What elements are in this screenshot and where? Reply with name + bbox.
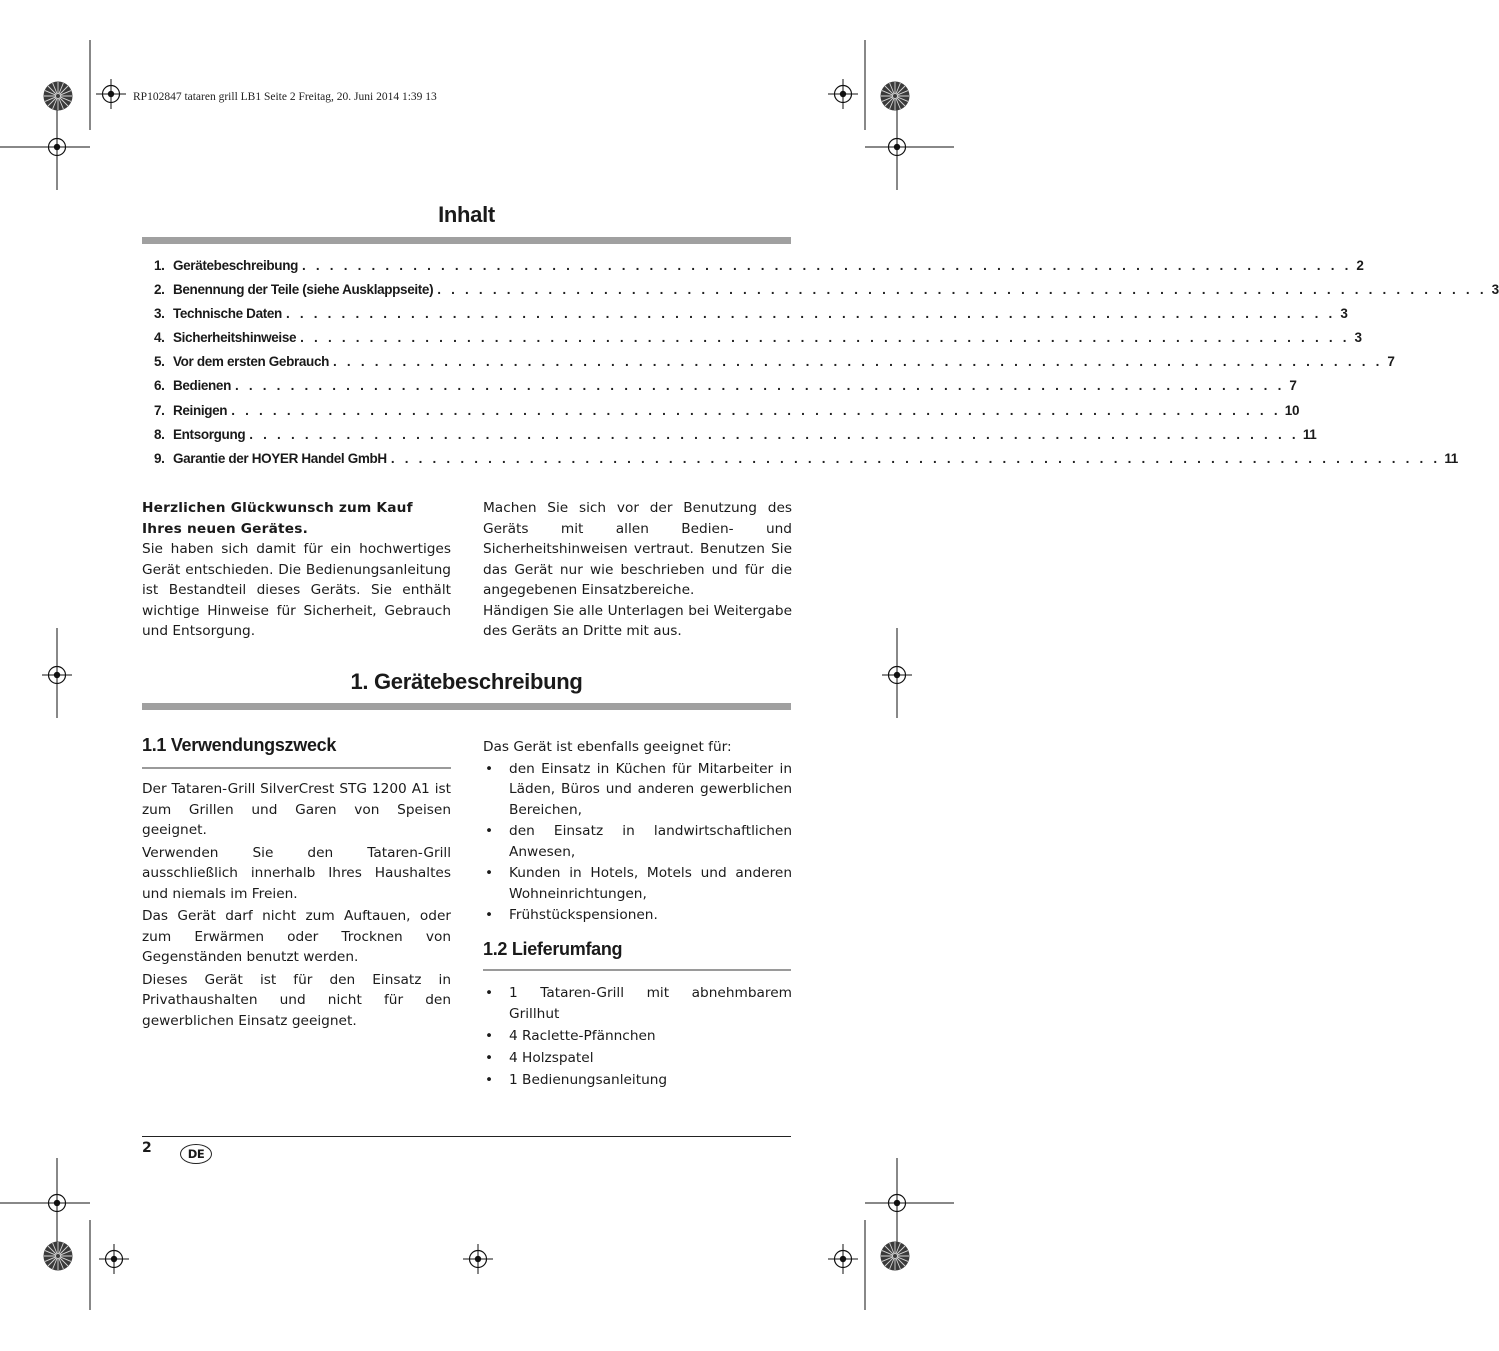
toc-leader-dots: . . . . . . . . . . . . . . . . . . . . . . . . . . . . . . . . . . . . . . . . . . . . . . . . . . . . . . . . . . . . . . . . . . . . . . . . . . . . (231, 402, 1281, 418)
list-item-text: 1 Tataren-Grill mit abnehmbarem Grillhut (509, 985, 792, 1022)
list-item-text: den Einsatz in Küchen für Mitarbeiter in Läden, Büros und anderen gewerblichen Bereichen, (509, 760, 792, 818)
toc-leader-dots: . . . . . . . . . . . . . . . . . . . . . . . . . . . . . . . . . . . . . . . . . . . . . . . . . . . . . . . . . . . . . . . . . . . . . . . . . . . . (390, 450, 1441, 466)
delivery-contents (483, 983, 792, 1091)
also-suitable-lead: Das Gerät ist ebenfalls geeignet für: (483, 739, 732, 755)
toc-entry-page: 3 (1340, 306, 1348, 322)
intro-right-column (483, 498, 792, 642)
toc-entry-title: Sicherheitshinweise (173, 330, 297, 346)
bullet-icon: • (485, 760, 494, 777)
toc-entry-number: 8. (154, 426, 165, 442)
toc-entry-page: 3 (1491, 282, 1499, 298)
print-slug-line: RP102847 tataren grill LB1 Seite 2 Freitag, 20. Juni 2014 1:39 13 (133, 91, 437, 103)
list-item-text: den Einsatz in landwirtschaftlichen Anwesen, (509, 823, 792, 860)
toc-entry-title: Technische Daten (173, 306, 282, 322)
toc-entry-number: 6. (154, 378, 165, 394)
toc-leader-dots: . . . . . . . . . . . . . . . . . . . . . . . . . . . . . . . . . . . . . . . . . . . . . . . . . . . . . . . . . . . . . . . . . . . . . . . . . . . . (249, 426, 1299, 442)
toc-entry-page: 11 (1444, 450, 1458, 466)
toc-entry-page: 7 (1289, 378, 1297, 394)
toc-entry[interactable] (154, 402, 1300, 427)
toc-entry-title: Gerätebeschreibung (173, 258, 298, 273)
toc-entry[interactable] (154, 258, 1364, 282)
contents-heading-rule (142, 237, 791, 244)
toc-leader-dots: . . . . . . . . . . . . . . . . . . . . . . . . . . . . . . . . . . . . . . . . . . . . . . . . . . . . . . . . . . . . . . . . . . . . . . . . . . . . (302, 258, 1352, 273)
list-item (483, 983, 792, 1024)
list-item-text: Frühstückspensionen. (509, 907, 658, 923)
language-badge: DE (180, 1144, 212, 1164)
usage-paragraph: Verwenden Sie den Tataren-Grill ausschließlich innerhalb Ihres Haushaltes und niemals im Freien. (142, 844, 451, 902)
list-item (483, 905, 792, 926)
toc-entry[interactable] (154, 378, 1297, 402)
toc-entry-number: 1. (154, 258, 165, 273)
subsection-rule (483, 969, 791, 971)
toc-entry-page: 7 (1387, 354, 1395, 370)
list-item (483, 1070, 792, 1091)
toc-entry[interactable] (154, 426, 1317, 451)
toc-entry-title: Garantie der HOYER Handel GmbH (173, 450, 387, 466)
intro-paragraph: Händigen Sie alle Unterlagen bei Weitergabe des Geräts an Dritte mit aus. (483, 602, 792, 639)
toc-leader-dots: . . . . . . . . . . . . . . . . . . . . . . . . . . . . . . . . . . . . . . . . . . . . . . . . . . . . . . . . . . . . . . . . . . . . . . . . . . . . (300, 330, 1350, 346)
bullet-icon: • (485, 985, 494, 1001)
list-item-text: Kunden in Hotels, Motels und anderen Wohneinrichtungen, (509, 865, 792, 902)
intro-paragraph: Machen Sie sich vor der Benutzung des Geräts mit allen Bedien- und Sicherheitshinweisen vertraut. Benutzen Sie das Gerät nur wie beschrieben und für die angegebenen Einsatzbereiche. (483, 500, 792, 598)
toc-leader-dots: . . . . . . . . . . . . . . . . . . . . . . . . . . . . . . . . . . . . . . . . . . . . . . . . . . . . . . . . . . . . . . . . . . . . . . . . . . . . (234, 378, 1285, 394)
intro-heading: Herzlichen Glückwunsch zum Kauf Ihres neuen Gerätes. (142, 500, 413, 537)
toc-entry[interactable] (154, 330, 1362, 354)
page-number: 2 (142, 1140, 152, 1156)
list-item (483, 863, 792, 904)
toc-entry-page: 11 (1302, 426, 1317, 442)
toc-entry-number: 9. (154, 450, 165, 466)
bullet-icon: • (485, 1027, 494, 1044)
toc-entry-title: Vor dem ersten Gebrauch (173, 354, 330, 370)
footer-rule (142, 1136, 791, 1137)
list-item-text: 1 Bedienungsanleitung (509, 1072, 668, 1089)
bullet-icon: • (485, 1072, 494, 1089)
bullet-icon: • (485, 823, 494, 839)
bullet-icon: • (485, 907, 494, 923)
toc-entry-title: Bedienen (173, 378, 231, 394)
toc-entry-page: 3 (1354, 330, 1362, 346)
section-heading: 1. Gerätebeschreibung (350, 669, 583, 694)
also-suitable-block (483, 737, 792, 926)
bullet-icon: • (485, 865, 494, 881)
toc-entry-page: 2 (1356, 258, 1364, 273)
subsection-heading: 1.1 Verwendungszweck (142, 735, 337, 755)
toc-entry[interactable] (154, 282, 1499, 306)
toc-entry[interactable] (154, 354, 1395, 378)
contents-heading: Inhalt (438, 202, 495, 227)
toc-entry[interactable] (154, 306, 1348, 330)
toc-entry-title: Benennung der Teile (siehe Ausklappseite) (173, 282, 434, 298)
delivery-list (483, 983, 792, 1091)
usage-paragraph: Das Gerät darf nicht zum Auftauen, oder zum Erwärmen oder Trocknen von Gegenständen benutzt werden. (142, 908, 451, 965)
bullet-icon: • (485, 1050, 494, 1067)
intro-text: Sie haben sich damit für ein hochwertiges Gerät entschieden. Die Bedienungsanleitung ist Bestandteil dieses Geräts. Sie enthält wichtige Hinweise für Sicherheit, Gebrauch und Entsorgung. (142, 541, 451, 639)
list-item-text: 4 Holzspatel (509, 1050, 594, 1067)
list-item (483, 821, 792, 862)
toc-leader-dots: . . . . . . . . . . . . . . . . . . . . . . . . . . . . . . . . . . . . . . . . . . . . . . . . . . . . . . . . . . . . . . . . . . . . . . . . . . . . (285, 306, 1336, 322)
section-heading-rule (142, 703, 791, 710)
toc-entry-page: 10 (1284, 402, 1300, 418)
usage-paragraph: Dieses Gerät ist für den Einsatz in Privathaushalten und nicht für den gewerblichen Einsatz geeignet. (142, 971, 451, 1029)
list-item-text: 4 Raclette-Pfännchen (509, 1027, 656, 1044)
toc-entry-title: Reinigen (173, 402, 228, 418)
toc-entry-title: Entsorgung (173, 426, 246, 442)
toc-entry[interactable] (154, 450, 1458, 475)
usage-text (142, 779, 451, 1031)
toc-leader-dots: . . . . . . . . . . . . . . . . . . . . . . . . . . . . . . . . . . . . . . . . . . . . . . . . . . . . . . . . . . . . . . . . . . . . . . . . . . . . (437, 282, 1487, 298)
also-suitable-list (483, 759, 792, 926)
toc-entry-number: 2. (154, 282, 165, 298)
toc-entry-number: 3. (154, 306, 165, 322)
subsection-rule (142, 767, 451, 769)
toc-entry-number: 4. (154, 330, 165, 346)
list-item (483, 1026, 792, 1047)
toc-entry-number: 7. (154, 402, 165, 418)
subsection-heading: 1.2 Lieferumfang (483, 939, 623, 959)
usage-paragraph: Der Tataren-Grill SilverCrest STG 1200 A1 ist zum Grillen und Garen von Speisen geeignet. (142, 781, 451, 838)
toc-leader-dots: . . . . . . . . . . . . . . . . . . . . . . . . . . . . . . . . . . . . . . . . . . . . . . . . . . . . . . . . . . . . . . . . . . . . . . . . . . . . (333, 354, 1383, 370)
list-item (483, 1048, 792, 1069)
intro-left-column (142, 498, 451, 642)
toc-entry-number: 5. (154, 354, 165, 370)
table-of-contents (154, 258, 1499, 475)
list-item (483, 759, 792, 821)
